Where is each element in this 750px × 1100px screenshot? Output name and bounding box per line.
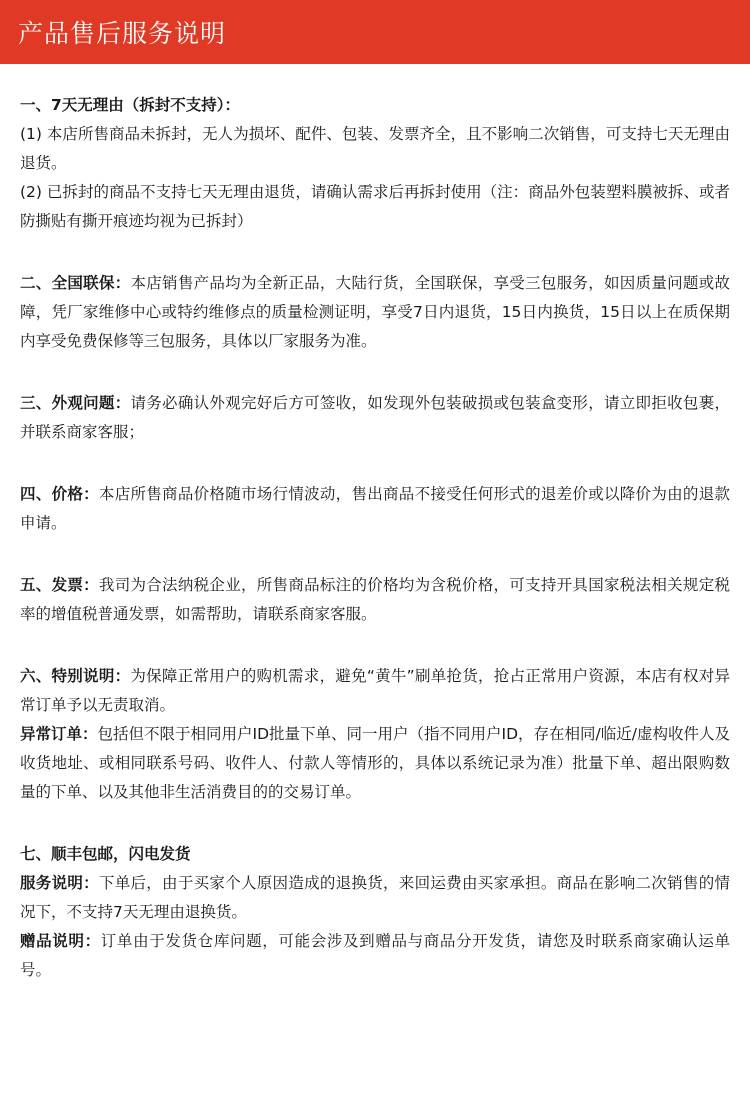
section-heading: 七、顺丰包邮，闪电发货 [20,845,191,863]
section-paragraph [20,720,730,807]
paragraph-text: (1) 本店所售商品未拆封，无人为损坏、配件、包装、发票齐全，且不影响二次销售，可支持七天无理由退货。 [20,125,730,172]
paragraph-text: (2) 已拆封的商品不支持七天无理由退货，请确认需求后再拆封使用（注：商品外包装塑料膜被拆、或者防撕贴有撕开痕迹均视为已拆封） [20,183,730,230]
paragraph-text: 包括但不限于相同用户ID批量下单、同一用户（指不同用户ID，存在相同/临近/虚构收件人及收货地址、或相同联系号码、收件人、付款人等情形的，具体以系统记录为准）批量下单、超出限购数量的下单、以及其他非生活消费目的的交易订单。 [20,725,730,801]
section-seven-day-return [20,91,730,236]
section-invoice [20,571,730,629]
paragraph-label: 服务说明： [20,874,99,892]
section-price [20,480,730,538]
section-paragraph [20,571,730,629]
section-paragraph [20,927,730,985]
section-shipping [20,840,730,985]
section-paragraph [20,178,730,236]
paragraph-text: 本店所售商品价格随市场行情波动，售出商品不接受任何形式的退差价或以降价为由的退款申请。 [20,485,730,532]
page-title: 产品售后服务说明 [18,19,227,48]
section-special-notice [20,662,730,807]
section-national-warranty [20,269,730,356]
paragraph-text: 为保障正常用户的购机需求，避免“黄牛”刷单抢货，抢占正常用户资源，本店有权对异常订单予以无责取消。 [20,667,730,714]
paragraph-label: 三、外观问题： [20,394,131,412]
section-paragraph [20,389,730,447]
paragraph-label: 四、价格： [20,485,99,503]
section-paragraph [20,480,730,538]
header-bar [0,0,750,64]
section-appearance [20,389,730,447]
paragraph-text: 请务必确认外观完好后方可签收，如发现外包装破损或包装盒变形，请立即拒收包裹，并联系商家客服； [20,394,730,441]
paragraph-label: 五、发票： [20,576,99,594]
paragraph-text: 本店销售产品均为全新正品，大陆行货，全国联保，享受三包服务，如因质量问题或故障，凭厂家维修中心或特约维修点的质量检测证明，享受7日内退货，15日内换货，15日以上在质保期内享受免费保修等三包服务，具体以厂家服务为准。 [20,274,730,350]
section-paragraph [20,120,730,178]
section-paragraph [20,662,730,720]
paragraph-text: 订单由于发货仓库问题，可能会涉及到赠品与商品分开发货，请您及时联系商家确认运单号。 [20,932,730,979]
paragraph-label: 六、特别说明： [20,667,131,685]
content-area [0,64,750,985]
paragraph-label: 异常订单： [20,725,98,743]
paragraph-text: 下单后，由于买家个人原因造成的退换货，来回运费由买家承担。商品在影响二次销售的情况下，不支持7天无理由退换货。 [20,874,730,921]
section-paragraph [20,269,730,356]
paragraph-text: 我司为合法纳税企业，所售商品标注的价格均为含税价格，可支持开具国家税法相关规定税率的增值税普通发票，如需帮助，请联系商家客服。 [20,576,730,623]
paragraph-label: 赠品说明： [20,932,101,950]
paragraph-label: 二、全国联保： [20,274,131,292]
section-paragraph [20,869,730,927]
section-heading: 一、7天无理由（拆封不支持）： [20,96,241,114]
